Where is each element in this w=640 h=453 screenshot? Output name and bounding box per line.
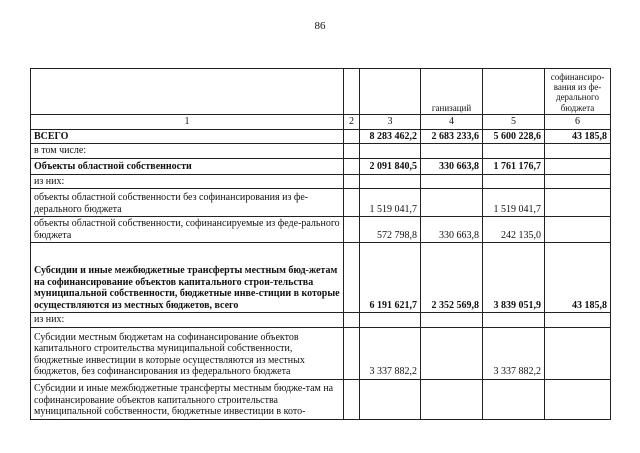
row-value-c6 <box>545 189 611 217</box>
row-value-c2 <box>344 189 360 217</box>
row-label: ВСЕГО <box>31 129 344 144</box>
row-value-c5 <box>483 174 545 189</box>
row-value-c5 <box>483 379 545 419</box>
header-col5 <box>483 69 545 115</box>
row-value-c2 <box>344 174 360 189</box>
row-value-c4: 330 663,8 <box>421 158 483 174</box>
row-value-c4 <box>421 327 483 379</box>
row-label: Субсидии и иные межбюджетные трансферты местным бюдже-там на софинансирование объектов капитального строительства муниципальной собственности, бюджетные инвестиции в кото- <box>31 379 344 419</box>
row-value-c6 <box>545 158 611 174</box>
row-value-c4 <box>421 174 483 189</box>
row-label: Субсидии и иные межбюджетные трансферты местным бюд-жетам на софинансирование объектов капитального строи-тельства муниципальной собственности, бюджетные инве-стиции в которые осуществляются из местных бюджетов, всего <box>31 243 344 313</box>
table-row <box>31 217 611 243</box>
row-value-c3: 3 337 882,2 <box>360 327 421 379</box>
row-label: объекты областной собственности без софинансирования из фе-дерального бюджета <box>31 189 344 217</box>
row-value-c6 <box>545 144 611 159</box>
row-value-c3: 6 191 621,7 <box>360 243 421 313</box>
row-label: объекты областной собственности, софинансируемые из феде-рального бюджета <box>31 217 344 243</box>
row-value-c2 <box>344 144 360 159</box>
row-value-c4 <box>421 144 483 159</box>
row-value-c3 <box>360 379 421 419</box>
header-col1 <box>31 69 344 115</box>
row-value-c6 <box>545 327 611 379</box>
column-number: 6 <box>545 115 611 130</box>
row-value-c2 <box>344 327 360 379</box>
row-label: из них: <box>31 174 344 189</box>
header-col2 <box>344 69 360 115</box>
page-number: 86 <box>314 20 326 32</box>
column-number: 5 <box>483 115 545 130</box>
row-value-c4: 330 663,8 <box>421 217 483 243</box>
row-value-c5: 1 761 176,7 <box>483 158 545 174</box>
row-value-c3 <box>360 174 421 189</box>
row-value-c4: 2 352 569,8 <box>421 243 483 313</box>
row-value-c4: 2 683 233,6 <box>421 129 483 144</box>
table-row <box>31 327 611 379</box>
header-col6: софинансиро-вания из фе-дерального бюджета <box>545 69 611 115</box>
row-value-c5: 242 135,0 <box>483 217 545 243</box>
row-value-c5: 3 337 882,2 <box>483 327 545 379</box>
row-value-c5 <box>483 313 545 328</box>
row-value-c6 <box>545 313 611 328</box>
row-value-c3 <box>360 313 421 328</box>
table-row <box>31 243 611 313</box>
row-value-c3: 572 798,8 <box>360 217 421 243</box>
row-value-c6: 43 185,8 <box>545 129 611 144</box>
row-value-c4 <box>421 313 483 328</box>
row-value-c2 <box>344 313 360 328</box>
header-col3 <box>360 69 421 115</box>
table-row <box>31 158 611 174</box>
column-number: 4 <box>421 115 483 130</box>
table-row <box>31 129 611 144</box>
row-value-c2 <box>344 129 360 144</box>
row-value-c4 <box>421 189 483 217</box>
column-number: 2 <box>344 115 360 130</box>
row-value-c3: 8 283 462,2 <box>360 129 421 144</box>
row-label: Субсидии местным бюджетам на софинансирование объектов капитального строительства муниципальной собственности, бюджетные инвестиции в которые осуществляются из местных бюджетов, без софинансирования из федерального бюджета <box>31 327 344 379</box>
table-body <box>31 129 611 419</box>
row-value-c6 <box>545 379 611 419</box>
row-value-c5: 1 519 041,7 <box>483 189 545 217</box>
row-value-c4 <box>421 379 483 419</box>
row-value-c6 <box>545 174 611 189</box>
row-value-c5: 5 600 228,6 <box>483 129 545 144</box>
column-number-row <box>31 115 611 130</box>
column-number: 3 <box>360 115 421 130</box>
row-value-c2 <box>344 158 360 174</box>
table-row <box>31 313 611 328</box>
table-header-row <box>31 69 611 115</box>
row-value-c3 <box>360 144 421 159</box>
row-value-c3: 1 519 041,7 <box>360 189 421 217</box>
header-col4: ганизаций <box>421 69 483 115</box>
row-label: из них: <box>31 313 344 328</box>
row-value-c6: 43 185,8 <box>545 243 611 313</box>
row-value-c5: 3 839 051,9 <box>483 243 545 313</box>
row-value-c5 <box>483 144 545 159</box>
row-value-c3: 2 091 840,5 <box>360 158 421 174</box>
row-value-c2 <box>344 379 360 419</box>
table-row <box>31 189 611 217</box>
row-value-c2 <box>344 217 360 243</box>
row-label: Объекты областной собственности <box>31 158 344 174</box>
budget-table <box>30 68 611 420</box>
row-label: в том числе: <box>31 144 344 159</box>
row-value-c6 <box>545 217 611 243</box>
column-number: 1 <box>31 115 344 130</box>
table-row <box>31 174 611 189</box>
table-row <box>31 379 611 419</box>
row-value-c2 <box>344 243 360 313</box>
table-row <box>31 144 611 159</box>
